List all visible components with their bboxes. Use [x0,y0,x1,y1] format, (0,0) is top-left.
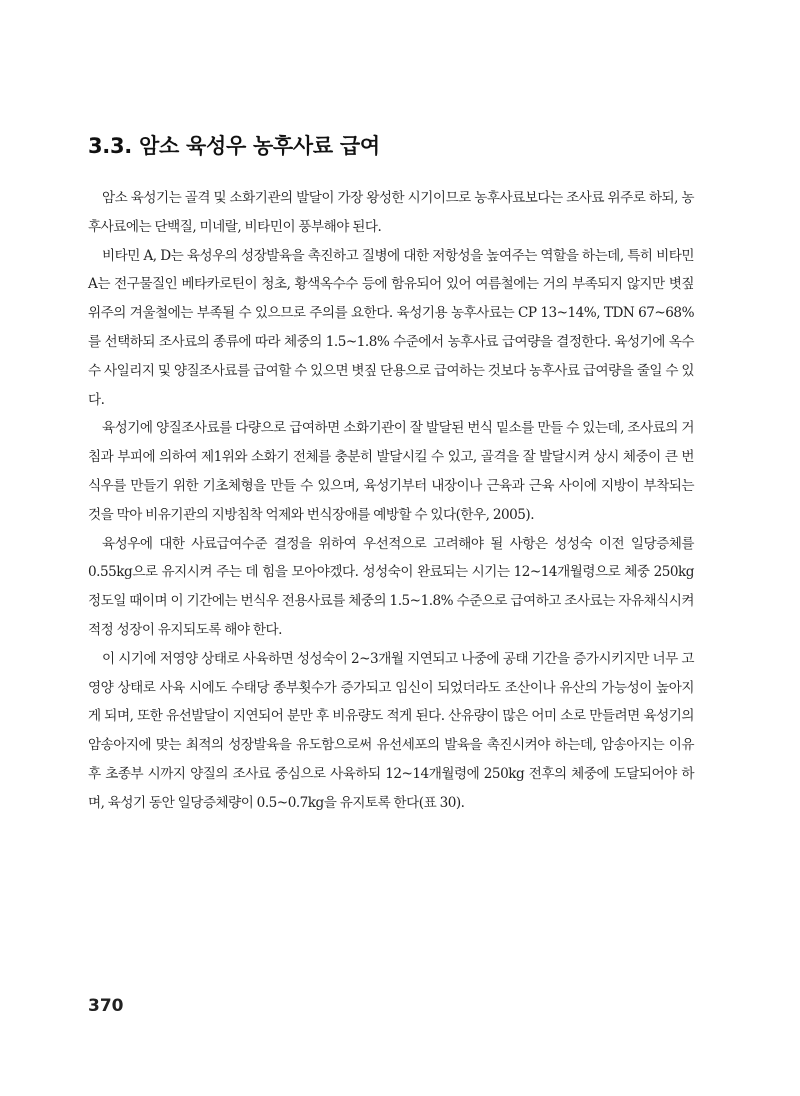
paragraph: 암소 육성기는 골격 및 소화기관의 발달이 가장 왕성한 시기이므로 농후사료보다는 조사료 위주로 하되, 농후사료에는 단백질, 미네랄, 비타민이 풍부해야 된다. [88,190,694,235]
paragraph: 육성기에 양질조사료를 다량으로 급여하면 소화기관이 잘 발달된 번식 밑소를 만들 수 있는데, 조사료의 거침과 부피에 의하여 제1위와 소화기 전체를 충분히 발달시킬 수 있고, 골격을 잘 발달시켜 상시 체중이 큰 번식우를 만들기 위한 기초체형을 만들 수 있으며, 육성기부터 내장이나 근육과 근육 사이에 지방이 부착되는 것을 막아 비유기관의 지방침착 억제와 번식장애를 예방할 수 있다(한우, 2005). [88,420,694,523]
paragraph: 육성우에 대한 사료급여수준 결정을 위하여 우선적으로 고려해야 될 사항은 성성숙 이전 일당증체를 0.55kg으로 유지시켜 주는 데 힘을 모아야겠다. 성성숙이 완료되는 시기는 12~14개월령으로 체중 250kg 정도일 때이며 이 기간에는 번식우 전용사료를 체중의 1.5~1.8% 수준으로 급여하고 조사료는 자유채식시켜 적정 성장이 유지되도록 해야 한다. [88,535,694,638]
page-number: 370 [88,996,124,1016]
paragraph: 이 시기에 저영양 상태로 사육하면 성성숙이 2~3개월 지연되고 나중에 공태 기간을 증가시키지만 너무 고영양 상태로 사육 시에도 수태당 종부횟수가 증가되고 임신이 되었더라도 조산이나 유산의 가능성이 높아지게 되며, 또한 유선발달이 지연되어 분만 후 비유량도 적게 된다. 산유량이 많은 어미 소로 만들려면 육성기의 암송아지에 맞는 최적의 성장발육을 유도함으로써 유선세포의 발육을 촉진시켜야 하는데, 암송아지는 이유 후 초종부 시까지 양질의 조사료 중심으로 사육하되 12~14개월령에 250kg 전후의 체중에 도달되어야 하며, 육성기 동안 일당증체량이 0.5~0.7kg을 유지토록 한다(표 30). [88,650,694,811]
section-heading: 3.3. 암소 육성우 농후사료 급여 [88,134,380,158]
paragraph: 비타민 A, D는 육성우의 성장발육을 촉진하고 질병에 대한 저항성을 높여주는 역할을 하는데, 특히 비타민 A는 전구물질인 베타카로틴이 청초, 황색옥수수 등에 함유되어 있어 여름철에는 거의 부족되지 않지만 볏짚 위주의 겨울철에는 부족될 수 있으므로 주의를 요한다. 육성기용 농후사료는 CP 13~14%, TDN 67~68%를 선택하되 조사료의 종류에 따라 체중의 1.5~1.8% 수준에서 농후사료 급여량을 결정한다. 육성기에 옥수수 사일리지 및 양질조사료를 급여할 수 있으면 볏짚 단용으로 급여하는 것보다 농후사료 급여량을 줄일 수 있다. [88,247,694,408]
body-text [88,184,694,818]
